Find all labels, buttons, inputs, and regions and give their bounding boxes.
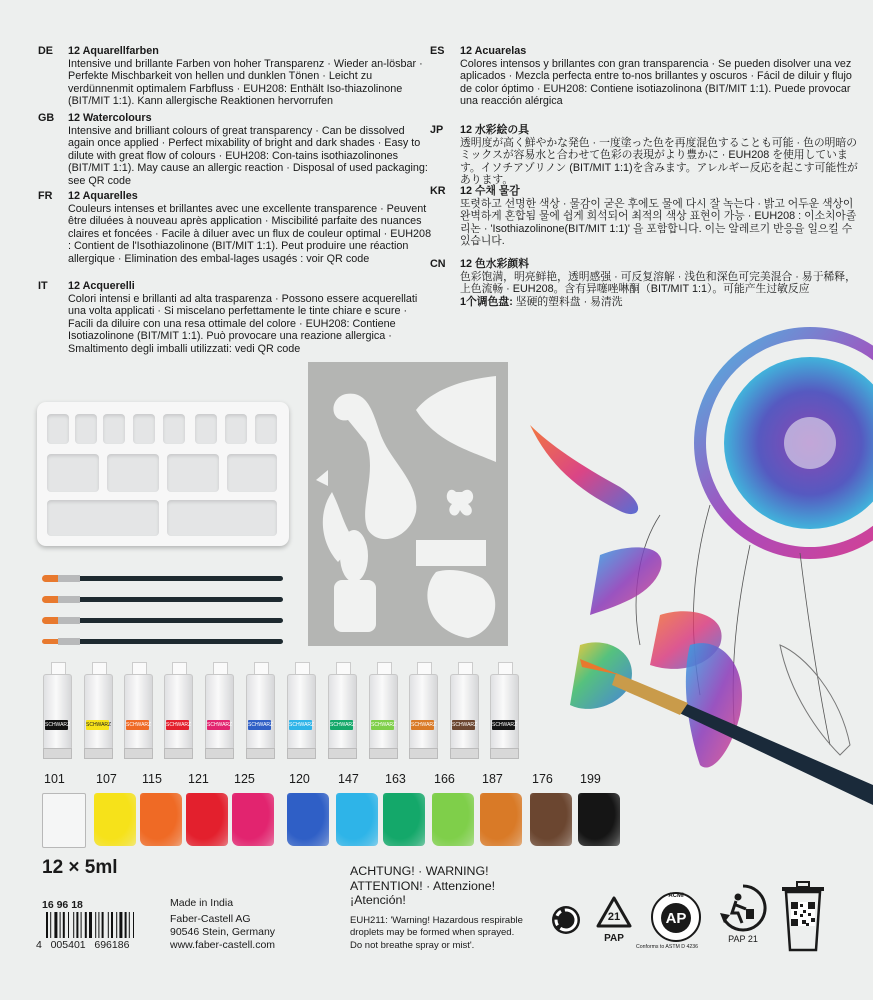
- pot-cutout: [334, 580, 376, 632]
- quantity-label: 12 × 5ml: [42, 857, 118, 878]
- brush-round-fine: [58, 639, 283, 644]
- qr-code-bin-icon[interactable]: [778, 880, 828, 954]
- palette-well: [225, 414, 247, 444]
- language-block-cn: [430, 258, 860, 308]
- warning-line: ACHTUNG! · WARNING!: [350, 864, 489, 878]
- color-number: 120: [289, 772, 310, 786]
- color-number: 115: [142, 772, 162, 786]
- paint-tube: [369, 662, 398, 758]
- paint-tube: [450, 662, 479, 758]
- color-swatch: [336, 793, 378, 846]
- language-text: Couleurs intenses et brillantes avec une excellente transparence · Peuvent être diluées à nouveau après application · Miscibilité parfaite des nuances claires et foncées · Facile à diluer avec un flux de couleur optimal · EUH208 : Contient de l'Isothiazolinone (BIT/MIT 1:1). Peut produire une réaction allergique · Elimination des embal-lages usagés : voir QR code: [68, 202, 432, 265]
- tube-label: SCHWARZ: [248, 722, 274, 728]
- pap21-label: PAP 21: [728, 934, 758, 944]
- color-number: 121: [188, 772, 209, 786]
- euh211-statement: [350, 915, 523, 952]
- language-code: JP: [430, 124, 444, 136]
- palette-note-text: 坚硬的塑料盘 · 易清洗: [512, 295, 623, 308]
- language-heading: 12 Acuarelas: [460, 45, 527, 57]
- paint-tube: [124, 662, 153, 758]
- color-number: 176: [532, 772, 553, 786]
- paint-tube: [164, 662, 193, 758]
- language-code: FR: [38, 190, 53, 202]
- language-code: GB: [38, 112, 55, 124]
- tube-label: SCHWARZ: [289, 722, 315, 728]
- tube-label: SCHWARZ: [452, 722, 478, 728]
- language-text: Intensive und brillante Farben von hoher Transparenz · Wieder an-lösbar · Perfekte Mischbarkeit von hellen und dunklen Tönen · Leicht zu verdünnenmit optimalem Farbfluss · EUH208: Enthält Iso-thiazolinone (BIT/MIT 1:1). Kann allergische Reaktionen hervorrufen: [68, 57, 423, 108]
- language-block-fr: [38, 190, 433, 266]
- color-swatch: [530, 793, 572, 846]
- tube-label: SCHWARZ: [207, 722, 233, 728]
- tube-label: SCHWARZ: [126, 722, 152, 728]
- euh211-line: droplets may be formed when sprayed.: [350, 927, 515, 939]
- color-number: 187: [482, 772, 503, 786]
- palette-well: [133, 414, 155, 444]
- palette-well: [47, 500, 159, 536]
- palette-well: [227, 454, 277, 492]
- language-heading: 12 Aquarelles: [68, 190, 138, 202]
- language-heading: 12 水彩絵の具: [460, 124, 529, 136]
- pap-label: PAP: [604, 933, 624, 944]
- color-number: 101: [44, 772, 65, 786]
- color-swatch: [480, 793, 522, 846]
- color-number: 147: [338, 772, 359, 786]
- brush-flat-small: [58, 597, 283, 602]
- language-heading: 12 Aquarellfarben: [68, 45, 159, 57]
- language-text: Colori intensi e brillanti ad alta trasparenza · Possono essere acquerellati una volta applicati · Si miscelano perfettamente le tinte chiare e scure · Facili da diluire con una resa ottimale del colore · EUH208: Contiene Isotiazolinone (BIT/MIT 1:1). Può provocare una reazione allergica · Smaltimento degli imballi utilizzati: vedi QR code: [68, 292, 418, 355]
- paint-tube: [43, 662, 72, 758]
- tube-label: SCHWARZ: [330, 722, 356, 728]
- brush-flat-large: [58, 576, 283, 581]
- tube-label: SCHWARZ: [371, 722, 397, 728]
- paint-tube: [490, 662, 519, 758]
- language-block-es: [430, 45, 860, 108]
- warning-block: [350, 864, 495, 908]
- palette-well: [47, 454, 99, 492]
- language-text: Colores intensos y brillantes con gran transparencia · Se pueden disolver una vez aplicados · Mezcla perfecta entre to-nos brillantes y oscuros · Fácil de diluir y flujo de color óptimo · EUH208: Contiene isotiazolinona (BIT/MIT 1:1). Puede provocar una reacción alérgica: [460, 57, 852, 108]
- tidyman-recycle-icon: [716, 883, 770, 933]
- color-swatch: [232, 793, 274, 846]
- paint-tube: [328, 662, 357, 758]
- palette-well: [103, 414, 125, 444]
- language-heading: 12 수채 물감: [460, 185, 520, 197]
- paint-tube: [287, 662, 316, 758]
- language-text: 透明度が高く鮮やかな発色 · 一度塗った色を再度混色することも可能 · 色の明暗のミックスが容易水と合わせて色彩の表現がより豊かに · EUH208 を使用しています。イソチアゾリノン (BIT/MIT 1:1)を含みます。アレルギー反応を起こす可能性があります。: [460, 136, 858, 187]
- language-heading: 12 Watercolours: [68, 112, 152, 124]
- palette-well: [47, 414, 69, 444]
- paint-tube: [84, 662, 113, 758]
- cactus-cutout: [340, 530, 368, 582]
- euh211-line: Do not breathe spray or mist'.: [350, 939, 475, 951]
- color-number: 199: [580, 772, 601, 786]
- recycle-number: 21: [607, 911, 621, 923]
- palette-well: [75, 414, 97, 444]
- brush-round-medium: [58, 618, 283, 623]
- euh211-line: EUH211: 'Warning! Hazardous respirable: [350, 915, 523, 926]
- color-swatch: [578, 793, 620, 846]
- palette-well: [255, 414, 277, 444]
- color-swatch: [383, 793, 425, 846]
- language-text: Intensive and brilliant colours of great transparency · Can be dissolved again once applied · Perfect mixability of bright and dark shades · Easy to dilute with great flow of colours · EUH208: Con-tains isothiazolinones (BIT/MIT 1:1). May cause an allergic reaction · Disposal of used packaging: see QR code: [68, 124, 428, 187]
- article-number: 16 96 18: [42, 899, 83, 911]
- feathers-cutout: [416, 540, 486, 566]
- color-number: 107: [96, 772, 117, 786]
- acmi-seal-center: AP: [665, 910, 687, 927]
- palette-note-label: 1个调色盘:: [460, 295, 513, 308]
- color-swatch: [287, 793, 329, 846]
- language-heading: 12 色水彩颜料: [460, 258, 529, 270]
- paint-tube: [246, 662, 275, 758]
- color-swatch: [94, 793, 136, 846]
- language-code: IT: [38, 280, 48, 292]
- tube-label: SCHWARZ: [86, 722, 112, 728]
- paint-tube: [205, 662, 234, 758]
- company-name: Faber-Castell AG: [170, 913, 251, 925]
- green-dot-recycle-icon: [551, 905, 581, 935]
- language-block-it: [38, 280, 433, 356]
- language-block-de: [38, 45, 433, 108]
- warning-line: ¡Atención!: [350, 893, 406, 907]
- language-text: 色彩饱满，明亮鲜艳，透明感强 · 可反复溶解 · 浅色和深色可完美混合 · 易于稀释，上色流畅 · EUH208。含有异噻唑啉酮（BIT/MIT 1:1）。可能产生过敏反应: [460, 270, 856, 296]
- tube-label: SCHWARZ: [492, 722, 518, 728]
- language-code: KR: [430, 185, 446, 197]
- language-code: CN: [430, 258, 446, 270]
- palette-well: [195, 414, 217, 444]
- palette-well: [107, 454, 159, 492]
- color-swatch: [140, 793, 182, 846]
- color-swatch: [42, 793, 86, 848]
- acmi-caption: Conforms to ASTM D 4236: [636, 944, 698, 950]
- acmi-seal-top: ACMI: [668, 893, 684, 899]
- palette-well: [167, 454, 219, 492]
- tube-label: SCHWARZ: [166, 722, 192, 728]
- company-address: 90546 Stein, Germany: [170, 926, 276, 938]
- language-code: ES: [430, 45, 445, 57]
- color-number: 166: [434, 772, 455, 786]
- tube-label: SCHWARZ: [411, 722, 437, 728]
- mixing-palette: [37, 402, 289, 546]
- stencil-sheet: [308, 362, 508, 646]
- color-swatch: [432, 793, 474, 846]
- color-number: 163: [385, 772, 406, 786]
- language-code: DE: [38, 45, 53, 57]
- dreamcatcher-illustration: [520, 315, 873, 835]
- color-number: 125: [234, 772, 255, 786]
- palette-well: [167, 500, 277, 536]
- palette-well: [163, 414, 185, 444]
- barcode-digits: 4 005401 696186: [36, 939, 130, 951]
- warning-line: ATTENTION! · Attenzione!: [350, 878, 496, 893]
- paint-tube: [409, 662, 438, 758]
- language-heading: 12 Acquerelli: [68, 280, 135, 292]
- language-block-kr: [430, 185, 860, 248]
- language-text: 또렷하고 선명한 색상 · 물감이 굳은 후에도 물에 다시 잘 녹는다 · 밝고 어두운 색상이 완벽하게 혼합됨 물에 쉽게 희석되어 최적의 색상 표현이 가능 · EUH208 : 이소치아졸리논 · 'Isothiazolinone(BIT/MIT 1:1)' 을 포함합니다. 이는 알레르기 반응을 일으킬 수 있습니다.: [460, 197, 857, 248]
- language-block-jp: [430, 124, 860, 187]
- made-in: Made in India: [170, 897, 234, 909]
- company-website[interactable]: www.faber-castell.com: [170, 939, 276, 951]
- tube-label: SCHWARZ: [45, 722, 71, 728]
- color-swatch: [186, 793, 228, 846]
- language-block-gb: [38, 112, 433, 188]
